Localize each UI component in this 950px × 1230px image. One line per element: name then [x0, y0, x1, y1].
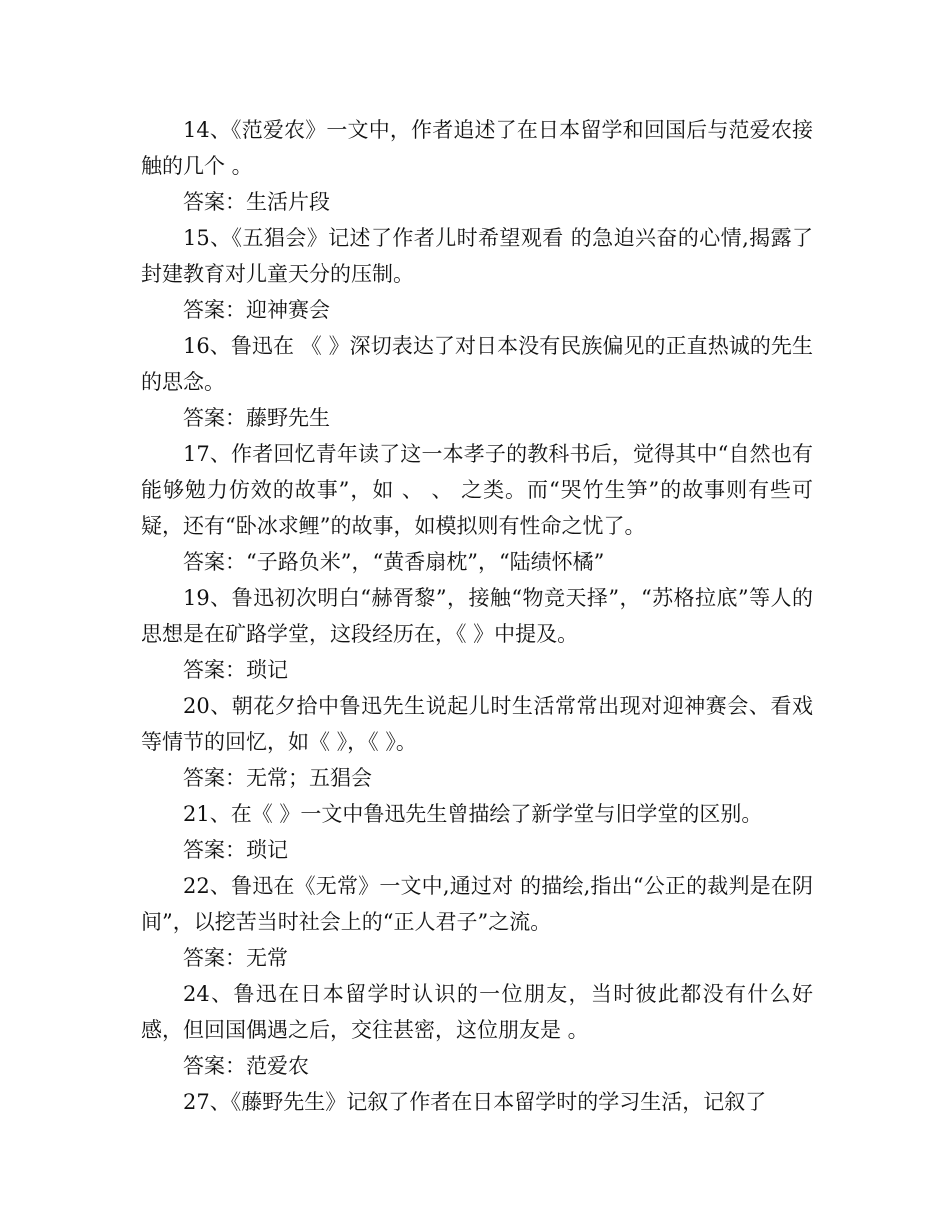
question-19: 19、鲁迅初次明白“赫胥黎”，接触“物竞天择”，“苏格拉底”等人的思想是在矿路学堂，这段经历在，《 》中提及。	[141, 586, 813, 646]
question-17: 17、作者回忆青年读了这一本孝子的教科书后，觉得其中“自然也有能够勉力仿效的故事”，如 、 、 之类。而“哭竹生笋”的故事则有些可疑，还有“卧冰求鲤”的故事，如模拟则有性命之忧了。	[141, 442, 813, 538]
answer-16: 答案：藤野先生	[183, 406, 330, 430]
answer-20: 答案：无常；五猖会	[183, 766, 372, 790]
answer-19: 答案：琐记	[183, 658, 288, 682]
answer-14: 答案：生活片段	[183, 190, 330, 214]
answer-15: 答案：迎神赛会	[183, 298, 330, 322]
question-20: 20、朝花夕拾中鲁迅先生说起儿时生活常常出现对迎神赛会、看戏等情节的回忆，如《 》，《 》。	[141, 694, 813, 754]
question-16: 16、鲁迅在 《 》深切表达了对日本没有民族偏见的正直热诚的先生的思念。	[141, 334, 813, 394]
question-27: 27、《藤野先生》记叙了作者在日本留学时的学习生活，记叙了	[183, 1090, 767, 1114]
document-body	[141, 112, 813, 1120]
answer-17: 答案：“子路负米”，“黄香扇枕”，“陆绩怀橘”	[183, 550, 605, 574]
answer-22: 答案：无常	[183, 946, 288, 970]
answer-21: 答案：琐记	[183, 838, 288, 862]
question-14: 14、《范爱农》一文中，作者追述了在日本留学和回国后与范爱农接触的几个 。	[141, 118, 813, 178]
question-24: 24、鲁迅在日本留学时认识的一位朋友，当时彼此都没有什么好感，但回国偶遇之后，交往甚密，这位朋友是 。	[141, 982, 813, 1042]
question-22: 22、鲁迅在《无常》一文中,通过对 的描绘,指出“公正的裁判是在阴间”，以挖苦当时社会上的“正人君子”之流。	[141, 874, 813, 934]
question-21: 21、在《 》一文中鲁迅先生曾描绘了新学堂与旧学堂的区别。	[183, 802, 763, 826]
answer-24: 答案：范爱农	[183, 1054, 309, 1078]
question-15: 15、《五猖会》记述了作者儿时希望观看 的急迫兴奋的心情,揭露了封建教育对儿童天分的压制。	[141, 226, 813, 286]
